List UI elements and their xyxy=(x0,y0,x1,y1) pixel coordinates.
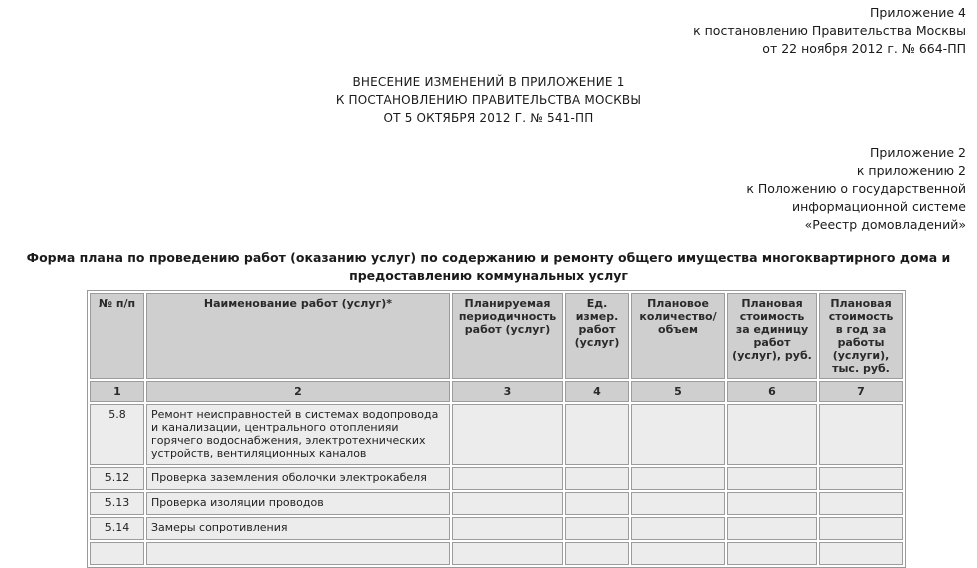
appendix-line: к Положению о государственной xyxy=(746,181,966,196)
row-unit-cost xyxy=(727,467,817,490)
column-number: 4 xyxy=(565,381,629,402)
row-unit xyxy=(565,404,629,465)
column-number: 7 xyxy=(819,381,903,402)
table-row xyxy=(90,404,903,465)
row-quantity xyxy=(631,517,725,540)
appendix-line: «Реестр домовладений» xyxy=(804,217,966,232)
appendix-line: информационной системе xyxy=(792,199,966,214)
row-unit-cost xyxy=(727,404,817,465)
row-periodicity xyxy=(452,404,563,465)
row-unit xyxy=(565,467,629,490)
form-title xyxy=(0,249,977,285)
row-unit xyxy=(565,542,629,565)
row-periodicity xyxy=(452,467,563,490)
row-work-name: Ремонт неисправностей в системах водопровода и канализации, центрального отопленияи горячего водоснабжения, электротехнических устройств, вентиляционных каналов xyxy=(146,404,450,465)
row-num: 5.13 xyxy=(90,492,144,515)
header-annual-cost: Плановая стоимость в год за работы (услуги), тыс. руб. xyxy=(819,293,903,379)
amendment-title-line: ВНЕСЕНИЕ ИЗМЕНЕНИЙ В ПРИЛОЖЕНИЕ 1 xyxy=(352,75,625,89)
table-header-row xyxy=(90,293,903,379)
appendix-line: Приложение 4 xyxy=(870,5,966,20)
row-quantity xyxy=(631,492,725,515)
column-number: 2 xyxy=(146,381,450,402)
form-title-line: предоставлению коммунальных услуг xyxy=(349,268,628,283)
row-num: 5.12 xyxy=(90,467,144,490)
row-work-name xyxy=(146,542,450,565)
amendment-title xyxy=(0,73,977,127)
row-num: 5.8 xyxy=(90,404,144,465)
appendix-line: Приложение 2 xyxy=(870,145,966,160)
row-unit-cost xyxy=(727,542,817,565)
header-periodicity: Планируемая периодичность работ (услуг) xyxy=(452,293,563,379)
column-number: 5 xyxy=(631,381,725,402)
header-unit: Ед. измер. работ (услуг) xyxy=(565,293,629,379)
amendment-title-line: К ПОСТАНОВЛЕНИЮ ПРАВИТЕЛЬСТВА МОСКВЫ xyxy=(335,93,642,107)
row-quantity xyxy=(631,404,725,465)
header-work-name: Наименование работ (услуг)* xyxy=(146,293,450,379)
header-quantity: Плановое количество/ объем xyxy=(631,293,725,379)
appendix-line: к приложению 2 xyxy=(856,163,966,178)
appendix-2-header xyxy=(746,144,966,234)
row-unit-cost xyxy=(727,517,817,540)
row-annual-cost xyxy=(819,492,903,515)
row-work-name: Замеры сопротивления xyxy=(146,517,450,540)
appendix-line: от 22 ноября 2012 г. № 664-ПП xyxy=(762,41,966,56)
row-periodicity xyxy=(452,542,563,565)
header-num: № п/п xyxy=(90,293,144,379)
row-annual-cost xyxy=(819,517,903,540)
row-unit xyxy=(565,517,629,540)
amendment-title-line: ОТ 5 ОКТЯБРЯ 2012 Г. № 541-ПП xyxy=(383,111,594,125)
table-row xyxy=(90,517,903,540)
column-number: 6 xyxy=(727,381,817,402)
column-number: 3 xyxy=(452,381,563,402)
row-periodicity xyxy=(452,517,563,540)
table-row xyxy=(90,467,903,490)
table-row xyxy=(90,542,903,565)
row-annual-cost xyxy=(819,467,903,490)
form-title-line: Форма плана по проведению работ (оказанию услуг) по содержанию и ремонту общего имущества многоквартирного дома и xyxy=(26,250,951,265)
row-quantity xyxy=(631,542,725,565)
row-periodicity xyxy=(452,492,563,515)
row-unit xyxy=(565,492,629,515)
row-unit-cost xyxy=(727,492,817,515)
row-work-name: Проверка изоляции проводов xyxy=(146,492,450,515)
row-work-name: Проверка заземления оболочки электрокабеля xyxy=(146,467,450,490)
row-annual-cost xyxy=(819,404,903,465)
appendix-4-header xyxy=(693,4,966,58)
appendix-line: к постановлению Правительства Москвы xyxy=(693,23,966,38)
row-quantity xyxy=(631,467,725,490)
row-num xyxy=(90,542,144,565)
table-row xyxy=(90,492,903,515)
column-number: 1 xyxy=(90,381,144,402)
row-annual-cost xyxy=(819,542,903,565)
header-unit-cost: Плановая стоимость за единицу работ (услуг), руб. xyxy=(727,293,817,379)
column-number-row xyxy=(90,381,903,402)
plan-table xyxy=(87,290,906,568)
row-num: 5.14 xyxy=(90,517,144,540)
